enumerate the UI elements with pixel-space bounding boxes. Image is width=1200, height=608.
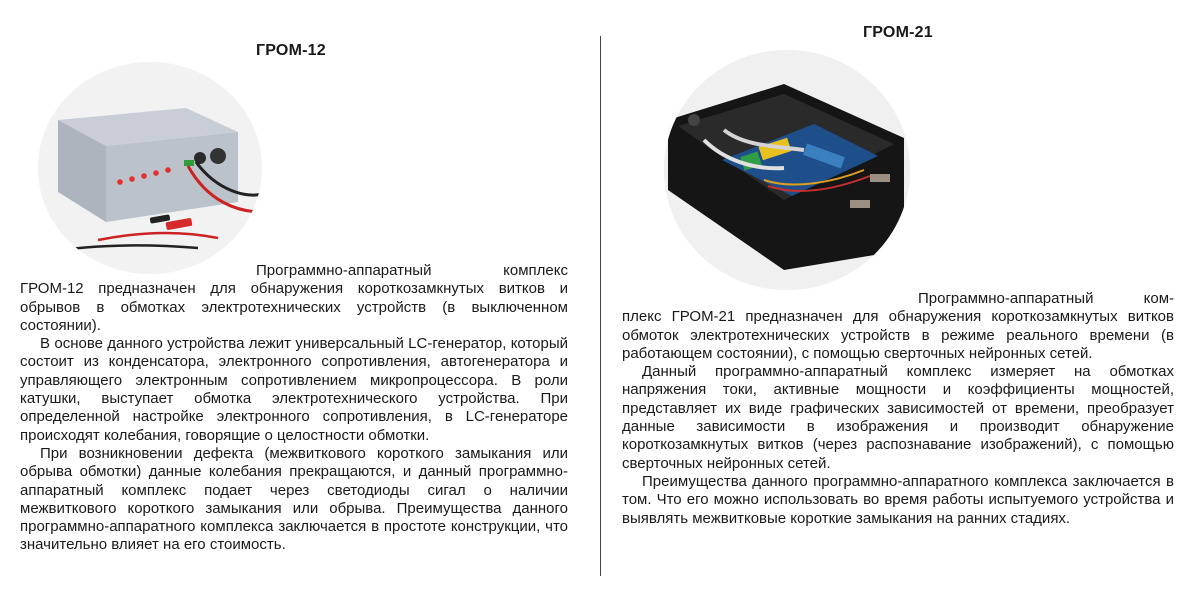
column-divider	[600, 36, 601, 576]
grom12-device-photo	[38, 62, 262, 274]
device-title-grom12: ГРОМ-12	[256, 42, 326, 59]
grom21-paragraph-3: Преимущества данного программно-аппаратного комплекса заключается в том. Что его можно использовать во время работы испытуемого устройства и выявлять межвитковые короткие замыкания на ранних стадиях.	[622, 472, 1174, 527]
grom21-lead-paragraph: плекс ГРОМ-21 предназначен для обнаружения короткозамкнутых витков обмоток электротехнических устройств в режиме реального времени (в работающем состоянии), с помощью сверточных нейронных сетей.	[622, 308, 1174, 362]
grom21-description	[622, 290, 1174, 528]
grom12-paragraph-2: В основе данного устройства лежит универсальный LC-генератор, который состоит из конденсатора, электронного сопротивления, автогенератора и управляющего электронным сопротивлением микропроцессора. В роли катушки, выступает обмотка электротехнического устройства. При определенной настройке электронного сопротивления, в LC-генераторе происходят колебания, говорящие о целостности обмотки.	[20, 335, 568, 444]
device-title-grom21: ГРОМ-21	[863, 24, 933, 41]
grom12-description	[20, 262, 568, 555]
grom21-paragraph-2: Данный программно-аппаратный комплекс измеряет на обмотках напряжения токи, активные мощности и коэффициенты мощностей, представляет их виде графических зависимостей от времени, преобразует данные зависимости в изображения и производит обнаружение короткозамкнутых витков (через распознавание изображений), с помощью сверточных нейронных сетей.	[622, 363, 1174, 472]
grom21-device-photo	[664, 50, 910, 290]
grom12-paragraph-3: При возникновении дефекта (межвиткового короткого замыкания или обрыва обмотки) данные колебания прекращаются, и данный программно-аппаратный комплекс подает через светодиоды сигал о наличии межвиткового короткого замыкания или обрыва. Преимущества данного программно-аппаратного комплекса заключается в простоте конструкции, что значительно влияет на его стоимость.	[20, 444, 568, 554]
grom12-lead-paragraph: ГРОМ-12 предназначен для обнаружения короткозамкнутых витков и обрывов в обмотках электротехнических устройств (в выключенном состоянии).	[20, 280, 568, 334]
grom12-lead-first-line: Программно-аппаратный комплекс	[256, 262, 568, 279]
grom21-lead-first-line: Программно-аппаратный ком-	[918, 290, 1174, 307]
